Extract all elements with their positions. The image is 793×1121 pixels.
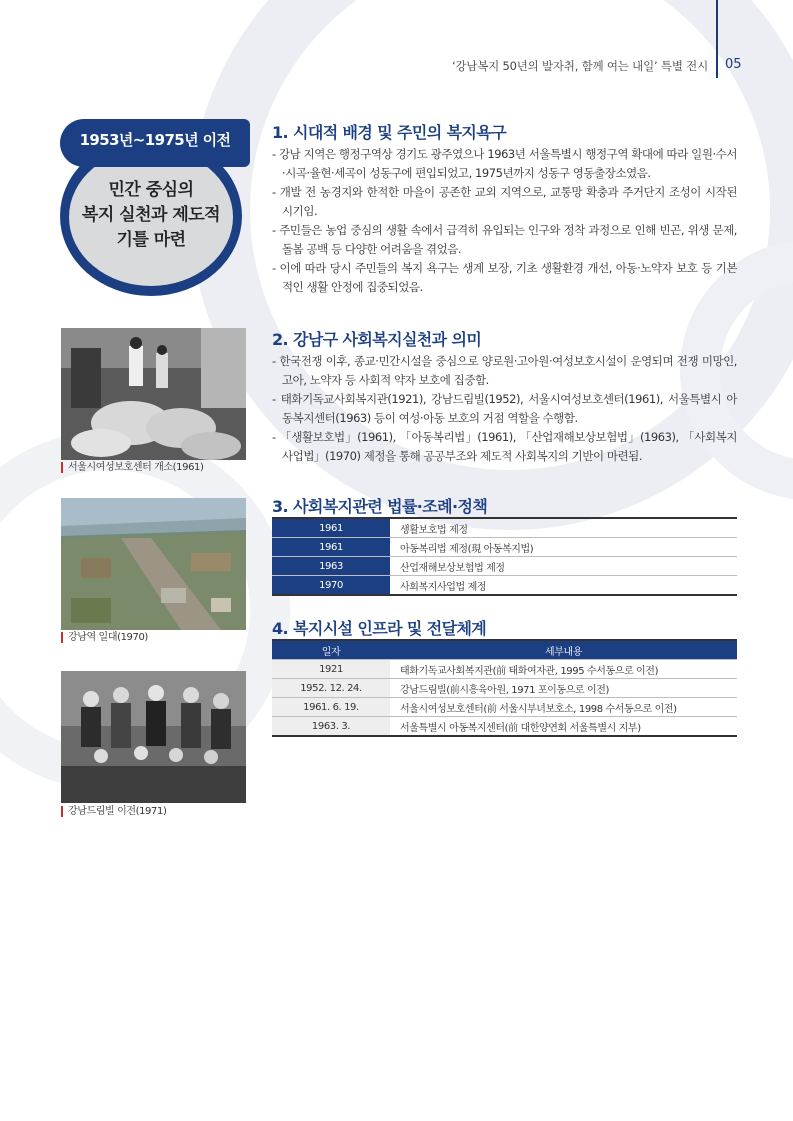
bullet-item: - 강남 지역은 행정구역상 경기도 광주였으나 1963년 서울특별시 행정구역 확대에 따라 일원·수서·시곡·율현·세곡이 성동구에 편입되었고, 1975년까지 성동구 영동출장소였음. — [272, 145, 737, 183]
photo-caption: 강남역 일대(1970) — [61, 632, 148, 643]
table-cell-desc: 서울시여성보호센터(前 서울시부녀보호소, 1998 수서동으로 이전) — [390, 698, 737, 717]
table-header-desc: 세부내용 — [390, 640, 737, 660]
table-cell-year: 1961 — [272, 538, 390, 557]
table-row — [272, 660, 737, 679]
photo-caption: 서울시여성보호센터 개소(1961) — [61, 462, 204, 473]
table-row — [272, 679, 737, 698]
badge-title — [69, 178, 233, 253]
table-cell-year: 1963 — [272, 557, 390, 576]
page-number: 05 — [725, 57, 742, 72]
photo-dreamville — [61, 671, 246, 803]
badge-title-line: 복지 실천과 제도적 — [81, 205, 221, 225]
bullet-item: - 주민들은 농업 중심의 생활 속에서 급격히 유입되는 인구와 정착 과정으로 인해 빈곤, 위생 문제, 돌봄 공백 등 다양한 어려움을 겪었음. — [272, 221, 737, 259]
bullet-item: - 「생활보호법」(1961), 「아동복리법」(1961), 「산업재해보상보험법」(1963), 「사회복지사업법」(1970) 제정을 통해 공공부조와 제도적 사회복지의 기반이 마련됨. — [272, 428, 737, 466]
header-divider — [716, 0, 718, 78]
table-cell-date: 1961. 6. 19. — [272, 698, 390, 717]
badge-title-line: 기틀 마련 — [116, 230, 186, 250]
table-cell-date: 1921 — [272, 660, 390, 679]
section1-bullets — [272, 145, 737, 297]
photo-gangnam-station — [61, 498, 246, 630]
bullet-item: - 태화기독교사회복지관(1921), 강남드림빌(1952), 서울시여성보호센터(1961), 서울특별시 아동복지센터(1963) 등이 여성·아동 보호의 거점 역할을 수행함. — [272, 390, 737, 428]
section-title: 4. 복지시설 인프라 및 전달체계 — [272, 619, 487, 638]
table-header-row — [272, 640, 737, 660]
period-label: 1953년~1975년 이전 — [79, 131, 231, 149]
table-header-date: 일자 — [272, 640, 390, 660]
section-title: 3. 사회복지관련 법률·조례·정책 — [272, 497, 488, 516]
table-cell-year: 1970 — [272, 576, 390, 596]
section-title: 2. 강남구 사회복지실천과 의미 — [272, 330, 482, 349]
bullet-item: - 한국전쟁 이후, 종교·민간시설을 중심으로 양로원·고아원·여성보호시설이 운영되며 전쟁 미망인, 고아, 노약자 등 사회적 약자 보호에 집중함. — [272, 352, 737, 390]
table-row — [272, 557, 737, 576]
bullet-item: - 이에 따라 당시 주민들의 복지 욕구는 생계 보장, 기초 생활환경 개선, 아동·노약자 보호 등 기본적인 생활 안정에 집중되었음. — [272, 259, 737, 297]
table-cell-desc: 태화기독교사회복지관(前 태화여자관, 1995 수서동으로 이전) — [390, 660, 737, 679]
table-cell-desc: 사회복지사업법 제정 — [390, 576, 737, 596]
photo-caption: 강남드림빌 이전(1971) — [61, 806, 166, 817]
header-title: ‘강남복지 50년의 발자취, 함께 여는 내일’ 특별 전시 — [451, 59, 708, 73]
table-row — [272, 518, 737, 538]
badge-title-line: 민간 중심의 — [108, 180, 194, 200]
table-row — [272, 698, 737, 717]
table-row — [272, 717, 737, 737]
facility-table — [272, 639, 737, 737]
table-cell-desc: 아동복리법 제정(現 아동복지법) — [390, 538, 737, 557]
photo-women-center — [61, 328, 246, 460]
table-cell-date: 1952. 12. 24. — [272, 679, 390, 698]
table-cell-desc: 생활보호법 제정 — [390, 518, 737, 538]
bullet-item: - 개발 전 농경지와 한적한 마을이 공존한 교외 지역으로, 교통망 확충과 주거단지 조성이 시작된 시기임. — [272, 183, 737, 221]
table-cell-desc: 강남드림빌(前시흥육아원, 1971 포이동으로 이전) — [390, 679, 737, 698]
section2-bullets — [272, 352, 737, 466]
section-title: 1. 시대적 배경 및 주민의 복지욕구 — [272, 123, 506, 142]
table-cell-desc: 서울특별시 아동복지센터(前 대한양연회 서울특별시 지부) — [390, 717, 737, 737]
table-cell-desc: 산업재해보상보험법 제정 — [390, 557, 737, 576]
table-row — [272, 576, 737, 596]
table-row — [272, 538, 737, 557]
table-cell-date: 1963. 3. — [272, 717, 390, 737]
law-table — [272, 517, 737, 596]
table-cell-year: 1961 — [272, 518, 390, 538]
